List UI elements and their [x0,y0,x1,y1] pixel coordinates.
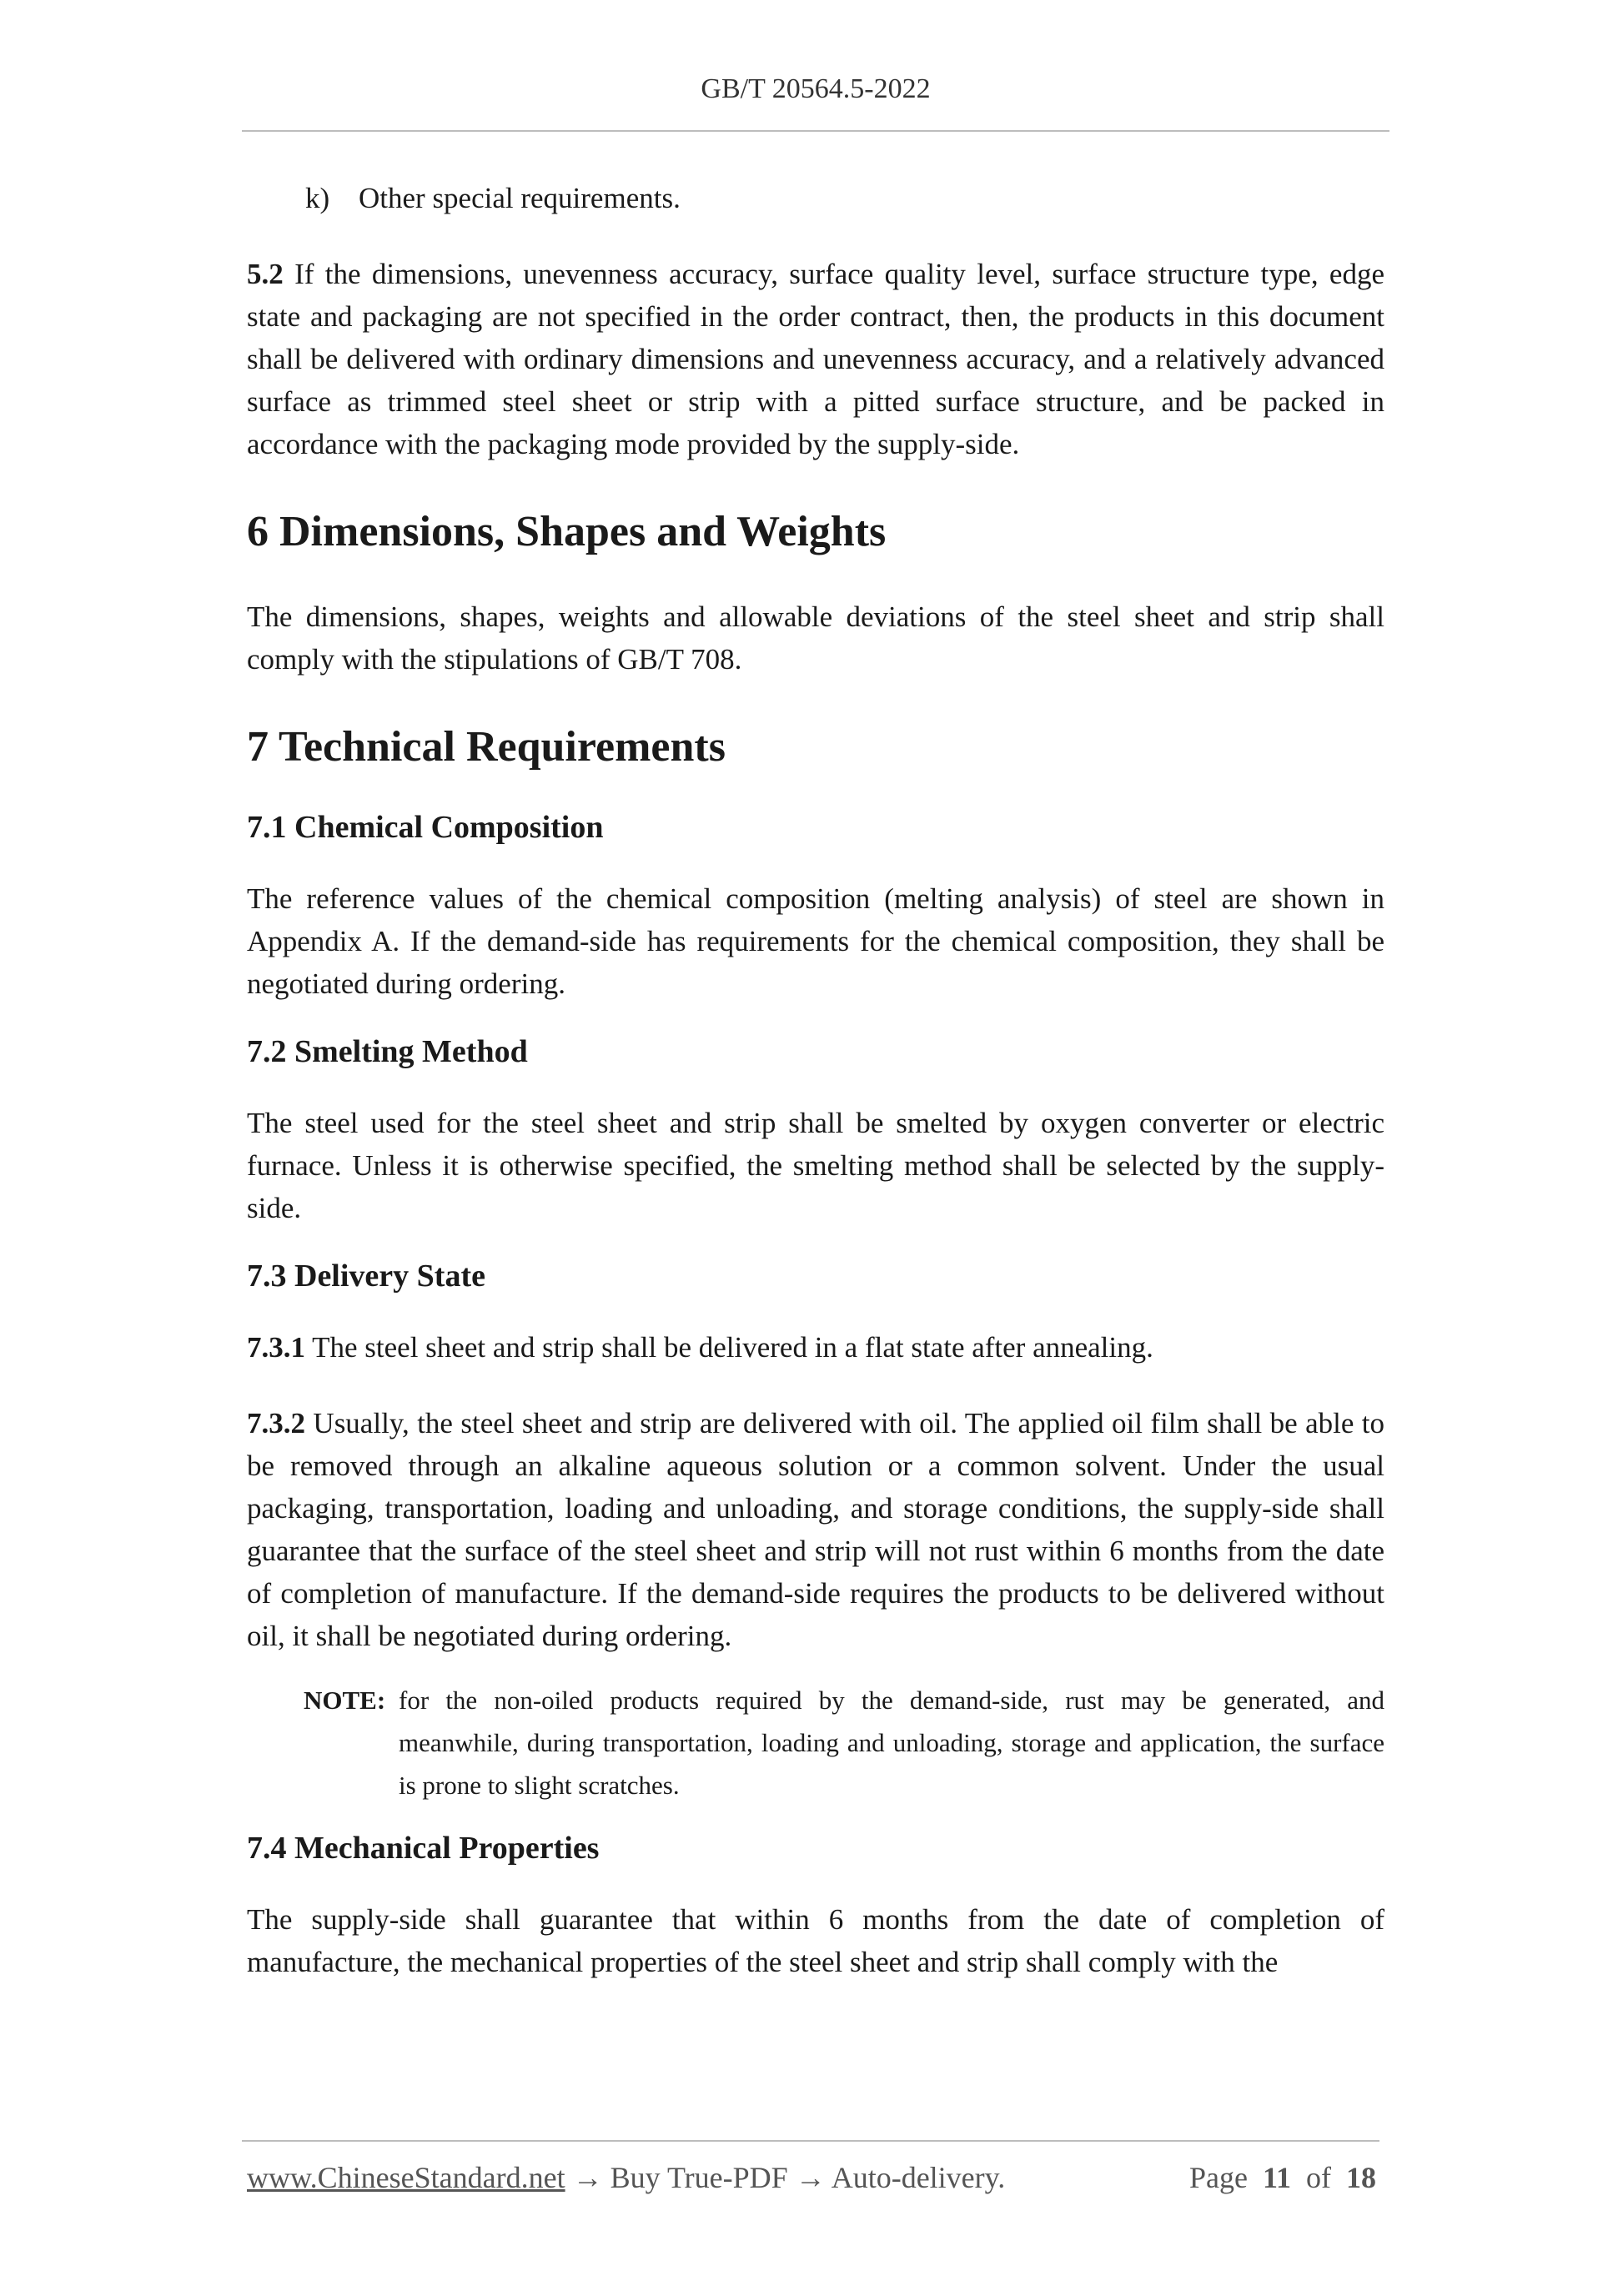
list-item-text: Other special requirements. [359,182,681,214]
section-heading-7: 7 Technical Requirements [247,723,726,771]
clause-number: 7.3.1 [247,1331,305,1364]
clause-7-3-2 [247,1402,1384,1657]
note-text: for the non-oiled products required by the demand-side, rust may be generated, and meanwhile, during transportation, loading and unloading, storage and application, the surface is prone to slight scratches. [399,1686,1384,1800]
header-divider [242,130,1389,132]
arrow-icon: → [565,2161,611,2194]
subsection-heading-7-3: 7.3 Delivery State [247,1259,485,1294]
document-body [247,177,1384,1983]
clause-text: Usually, the steel sheet and strip are delivered with oil. The applied oil film shall be able to be removed through an alkaline aqueous solution or a common solvent. Under the usual packaging, transportation, loading and unloading, and storage conditions, the supply-side shall guarantee that the surface of the steel sheet and strip will not rust within 6 months from the date of completion of manufacture. If the demand-side requires the products to be delivered without oil, it shall be negotiated during ordering. [247,1407,1384,1652]
subsection-7-1-text: The reference values of the chemical composition (melting analysis) of steel are shown in Appendix A. If the demand-side has requirements for the chemical composition, they shall be negotiated during ordering. [247,882,1384,1000]
buy-pdf-text: Buy True-PDF [610,2161,788,2194]
page-footer [247,2160,1384,2195]
page-indicator [1189,2160,1376,2195]
page-total: 18 [1346,2161,1376,2194]
auto-delivery-text: Auto-delivery. [831,2161,1006,2194]
clause-number: 7.3.2 [247,1407,305,1439]
subsection-heading-7-2: 7.2 Smelting Method [247,1034,528,1069]
website-link[interactable]: www.ChineseStandard.net [247,2161,565,2194]
clause-7-3-1 [247,1326,1384,1369]
note-label: NOTE: [304,1686,386,1715]
clause-5-2 [247,253,1384,465]
page-number: 11 [1262,2161,1291,2194]
section-heading-6: 6 Dimensions, Shapes and Weights [247,508,887,555]
list-item-k [305,177,1384,219]
arrow-icon: → [787,2161,832,2194]
page-label: Page [1189,2161,1248,2194]
clause-text: If the dimensions, unevenness accuracy, surface quality level, surface structure type, edge state and packaging are not specified in the order contract, then, the products in this document shall be delivered with ordinary dimensions and unevenness accuracy, and a relatively advanced surface as trimmed steel sheet or strip with a pitted surface structure, and be packed in accordance with the packaging mode provided by the supply-side. [247,258,1384,460]
subsection-heading-7-1: 7.1 Chemical Composition [247,810,604,845]
clause-number: 5.2 [247,258,284,290]
of-label: of [1306,2161,1331,2194]
subsection-heading-7-4: 7.4 Mechanical Properties [247,1831,600,1866]
note-block [304,1679,1384,1806]
subsection-7-4-text: The supply-side shall guarantee that within 6 months from the date of completion of manufacture, the mechanical properties of the steel sheet and strip shall comply with the [247,1903,1384,1978]
section-6-text: The dimensions, shapes, weights and allowable deviations of the steel sheet and strip shall comply with the stipulations of GB/T 708. [247,600,1384,676]
page-header: GB/T 20564.5-2022 [701,73,931,104]
footer-divider [242,2140,1379,2142]
list-marker: k) [305,182,330,214]
subsection-7-2-text: The steel used for the steel sheet and strip shall be smelted by oxygen converter or electric furnace. Unless it is otherwise specified, the smelting method shall be selected by the supply-side. [247,1107,1384,1224]
clause-text: The steel sheet and strip shall be delivered in a flat state after annealing. [305,1331,1153,1364]
